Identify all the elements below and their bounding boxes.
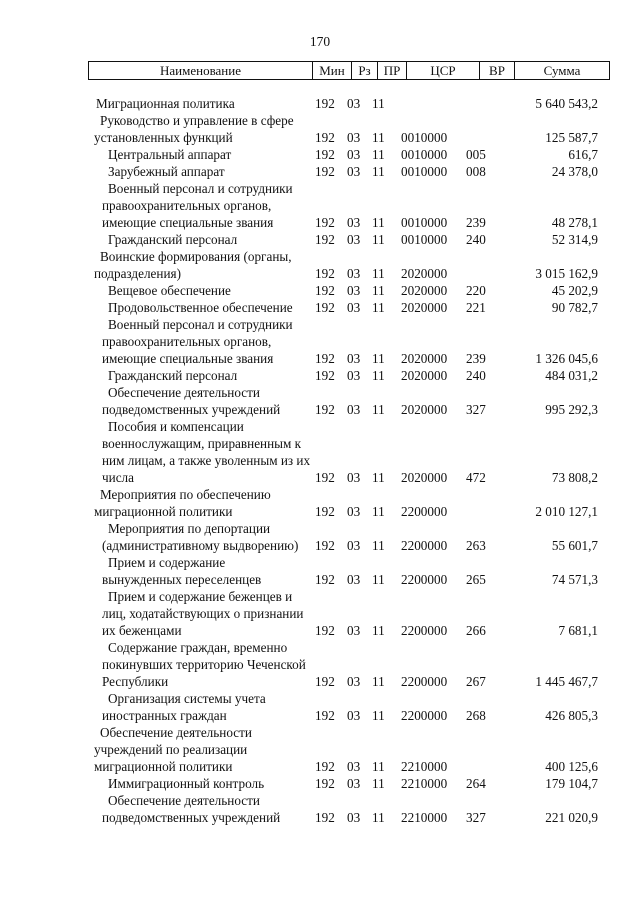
cell-rz: 03 (347, 708, 361, 723)
cell-sum: 52 314,9 (551, 232, 598, 247)
cell-min: 192 (315, 164, 335, 179)
cell-csr: 0010000 (401, 232, 448, 247)
cell-sum: 48 278,1 (551, 215, 598, 230)
cell-csr: 2020000 (401, 351, 448, 366)
cell-min: 192 (315, 351, 335, 366)
cell-csr: 0010000 (401, 147, 448, 162)
cell-rz: 03 (347, 674, 361, 689)
table-row (0, 384, 640, 418)
cell-rz: 03 (347, 300, 361, 315)
table-row (0, 180, 640, 231)
row-name-line: ним лицам, а также уволенным из их (102, 453, 311, 468)
cell-min: 192 (315, 300, 335, 315)
cell-sum: 2 010 127,1 (535, 504, 598, 519)
cell-pr: 11 (372, 164, 385, 179)
table-row (0, 146, 640, 163)
cell-pr: 11 (372, 538, 385, 553)
row-name-line: Гражданский персонал (108, 232, 238, 247)
cell-vr: 240 (466, 232, 486, 247)
row-name-line: их беженцами (102, 623, 182, 638)
row-name-line: Обеспечение деятельности (100, 725, 252, 740)
table-row (0, 163, 640, 180)
row-name-line: Зарубежный аппарат (108, 164, 225, 179)
cell-min: 192 (315, 283, 335, 298)
table-row (0, 690, 640, 724)
row-name-line: числа (102, 470, 134, 485)
cell-pr: 11 (372, 402, 385, 417)
row-name-line: Вещевое обеспечение (108, 283, 231, 298)
cell-rz: 03 (347, 776, 361, 791)
cell-rz: 03 (347, 232, 361, 247)
row-name-line: имеющие специальные звания (102, 351, 274, 366)
row-name-line: Воинские формирования (органы, (100, 249, 292, 264)
cell-sum: 400 125,6 (545, 759, 598, 774)
cell-min: 192 (315, 623, 335, 638)
cell-sum: 73 808,2 (551, 470, 598, 485)
table-header (88, 61, 610, 80)
cell-vr: 221 (466, 300, 486, 315)
cell-vr: 265 (466, 572, 486, 587)
row-name-line: имеющие специальные звания (102, 215, 274, 230)
header-rz: Рз (351, 62, 377, 79)
cell-sum: 1 445 467,7 (535, 674, 598, 689)
cell-vr: 268 (466, 708, 486, 723)
cell-sum: 45 202,9 (551, 283, 598, 298)
header-name: Наименование (160, 63, 241, 78)
cell-sum: 90 782,7 (551, 300, 598, 315)
cell-min: 192 (315, 708, 335, 723)
row-name-line: Организация системы учета (108, 691, 266, 706)
header-sum: Сумма (514, 62, 609, 79)
cell-sum: 221 020,9 (545, 810, 598, 825)
cell-pr: 11 (372, 708, 385, 723)
cell-min: 192 (315, 470, 335, 485)
cell-min: 192 (315, 96, 335, 111)
row-name-line: Гражданский персонал (108, 368, 238, 383)
table-row (0, 639, 640, 690)
cell-csr: 2200000 (401, 572, 448, 587)
header-pr: ПР (377, 62, 406, 79)
cell-pr: 11 (372, 504, 385, 519)
cell-rz: 03 (347, 538, 361, 553)
cell-rz: 03 (347, 402, 361, 417)
cell-csr: 0010000 (401, 130, 448, 145)
cell-pr: 11 (372, 674, 385, 689)
cell-pr: 11 (372, 470, 385, 485)
cell-rz: 03 (347, 504, 361, 519)
cell-sum: 616,7 (568, 147, 598, 162)
table-row (0, 588, 640, 639)
cell-sum: 5 640 543,2 (535, 96, 598, 111)
cell-vr: 264 (466, 776, 486, 791)
table-row (0, 299, 640, 316)
cell-sum: 1 326 045,6 (535, 351, 598, 366)
row-name-line: правоохранительных органов, (102, 198, 272, 213)
cell-min: 192 (315, 674, 335, 689)
cell-csr: 2210000 (401, 776, 448, 791)
cell-vr: 472 (466, 470, 486, 485)
row-name-line: Прием и содержание беженцев и (108, 589, 293, 604)
cell-vr: 008 (466, 164, 486, 179)
header-csr: ЦСР (406, 62, 479, 79)
cell-sum: 24 378,0 (551, 164, 598, 179)
table-row (0, 367, 640, 384)
row-name-line: Обеспечение деятельности (108, 385, 260, 400)
cell-vr: 239 (466, 351, 486, 366)
cell-csr: 2200000 (401, 623, 448, 638)
cell-rz: 03 (347, 759, 361, 774)
cell-vr: 327 (466, 810, 486, 825)
cell-pr: 11 (372, 215, 385, 230)
row-name-line: иностранных граждан (102, 708, 227, 723)
table-row (0, 520, 640, 554)
cell-rz: 03 (347, 266, 361, 281)
cell-sum: 7 681,1 (558, 623, 598, 638)
cell-vr: 263 (466, 538, 486, 553)
cell-csr: 2210000 (401, 810, 448, 825)
row-name-line: Пособия и компенсации (108, 419, 244, 434)
row-name-line: миграционной политики (94, 759, 233, 774)
table-row (0, 486, 640, 520)
cell-csr: 2210000 (401, 759, 448, 774)
table-body (0, 95, 640, 826)
cell-vr: 267 (466, 674, 486, 689)
cell-vr: 239 (466, 215, 486, 230)
cell-sum: 3 015 162,9 (535, 266, 598, 281)
cell-min: 192 (315, 402, 335, 417)
cell-sum: 484 031,2 (545, 368, 598, 383)
header-vr: ВР (479, 62, 514, 79)
cell-min: 192 (315, 147, 335, 162)
cell-pr: 11 (372, 623, 385, 638)
cell-csr: 2020000 (401, 470, 448, 485)
cell-min: 192 (315, 776, 335, 791)
cell-rz: 03 (347, 470, 361, 485)
cell-csr: 2020000 (401, 266, 448, 281)
table-row (0, 231, 640, 248)
cell-vr: 240 (466, 368, 486, 383)
table-row (0, 316, 640, 367)
cell-min: 192 (315, 504, 335, 519)
row-name-line: правоохранительных органов, (102, 334, 272, 349)
cell-csr: 2200000 (401, 708, 448, 723)
row-name-line: Миграционная политика (96, 96, 235, 111)
row-name-line: Мероприятия по депортации (108, 521, 271, 536)
row-name-line: подразделения) (94, 266, 181, 281)
table-row (0, 792, 640, 826)
table-row (0, 724, 640, 775)
cell-min: 192 (315, 368, 335, 383)
cell-rz: 03 (347, 147, 361, 162)
cell-pr: 11 (372, 572, 385, 587)
cell-sum: 995 292,3 (545, 402, 598, 417)
row-name-line: Мероприятия по обеспечению (100, 487, 271, 502)
page-number: 170 (309, 34, 331, 49)
cell-sum: 179 104,7 (545, 776, 598, 791)
cell-min: 192 (315, 266, 335, 281)
cell-csr: 2020000 (401, 300, 448, 315)
cell-rz: 03 (347, 810, 361, 825)
cell-csr: 2200000 (401, 504, 448, 519)
cell-csr: 2020000 (401, 283, 448, 298)
cell-pr: 11 (372, 147, 385, 162)
cell-pr: 11 (372, 300, 385, 315)
cell-vr: 327 (466, 402, 486, 417)
row-name-line: Продовольственное обеспечение (108, 300, 293, 315)
cell-pr: 11 (372, 130, 385, 145)
cell-csr: 2200000 (401, 674, 448, 689)
cell-csr: 2020000 (401, 402, 448, 417)
cell-rz: 03 (347, 283, 361, 298)
cell-rz: 03 (347, 368, 361, 383)
table-row (0, 775, 640, 792)
cell-sum: 125 587,7 (545, 130, 598, 145)
row-name-line: лиц, ходатайствующих о признании (102, 606, 304, 621)
cell-pr: 11 (372, 776, 385, 791)
cell-rz: 03 (347, 96, 361, 111)
cell-csr: 0010000 (401, 215, 448, 230)
row-name-line: Обеспечение деятельности (108, 793, 260, 808)
row-name-line: (административному выдворению) (102, 538, 299, 553)
row-name-line: Содержание граждан, временно (108, 640, 288, 655)
cell-pr: 11 (372, 368, 385, 383)
row-name-line: Военный персонал и сотрудники (108, 317, 293, 332)
row-name-line: Центральный аппарат (108, 147, 232, 162)
row-name-line: вынужденных переселенцев (102, 572, 262, 587)
cell-min: 192 (315, 572, 335, 587)
table-row (0, 554, 640, 588)
cell-sum: 426 805,3 (545, 708, 598, 723)
cell-vr: 005 (466, 147, 486, 162)
row-name-line: Военный персонал и сотрудники (108, 181, 293, 196)
cell-pr: 11 (372, 232, 385, 247)
row-name-line: подведомственных учреждений (102, 402, 281, 417)
cell-sum: 74 571,3 (551, 572, 598, 587)
cell-vr: 266 (466, 623, 486, 638)
cell-sum: 55 601,7 (551, 538, 598, 553)
row-name-line: Иммиграционный контроль (108, 776, 265, 791)
table-row (0, 112, 640, 146)
cell-pr: 11 (372, 266, 385, 281)
cell-min: 192 (315, 232, 335, 247)
table-row (0, 418, 640, 486)
cell-min: 192 (315, 538, 335, 553)
row-name-line: подведомственных учреждений (102, 810, 281, 825)
cell-rz: 03 (347, 164, 361, 179)
cell-min: 192 (315, 759, 335, 774)
cell-min: 192 (315, 215, 335, 230)
row-name-line: Прием и содержание (108, 555, 226, 570)
table-row (0, 95, 640, 112)
cell-rz: 03 (347, 572, 361, 587)
row-name-line: покинувших территорию Чеченской (102, 657, 306, 672)
cell-csr: 2200000 (401, 538, 448, 553)
row-name-line: установленных функций (94, 130, 233, 145)
cell-pr: 11 (372, 351, 385, 366)
row-name-line: Руководство и управление в сфере (100, 113, 294, 128)
cell-rz: 03 (347, 215, 361, 230)
cell-pr: 11 (372, 759, 385, 774)
cell-rz: 03 (347, 623, 361, 638)
row-name-line: миграционной политики (94, 504, 233, 519)
row-name-line: учреждений по реализации (94, 742, 248, 757)
cell-vr: 220 (466, 283, 486, 298)
cell-min: 192 (315, 130, 335, 145)
row-name-line: Республики (102, 674, 169, 689)
table-row (0, 282, 640, 299)
cell-pr: 11 (372, 283, 385, 298)
table-row (0, 248, 640, 282)
cell-min: 192 (315, 810, 335, 825)
row-name-line: военнослужащим, приравненным к (102, 436, 302, 451)
cell-pr: 11 (372, 96, 385, 111)
cell-rz: 03 (347, 351, 361, 366)
cell-rz: 03 (347, 130, 361, 145)
cell-csr: 0010000 (401, 164, 448, 179)
cell-pr: 11 (372, 810, 385, 825)
cell-csr: 2020000 (401, 368, 448, 383)
header-min: Мин (312, 62, 351, 79)
